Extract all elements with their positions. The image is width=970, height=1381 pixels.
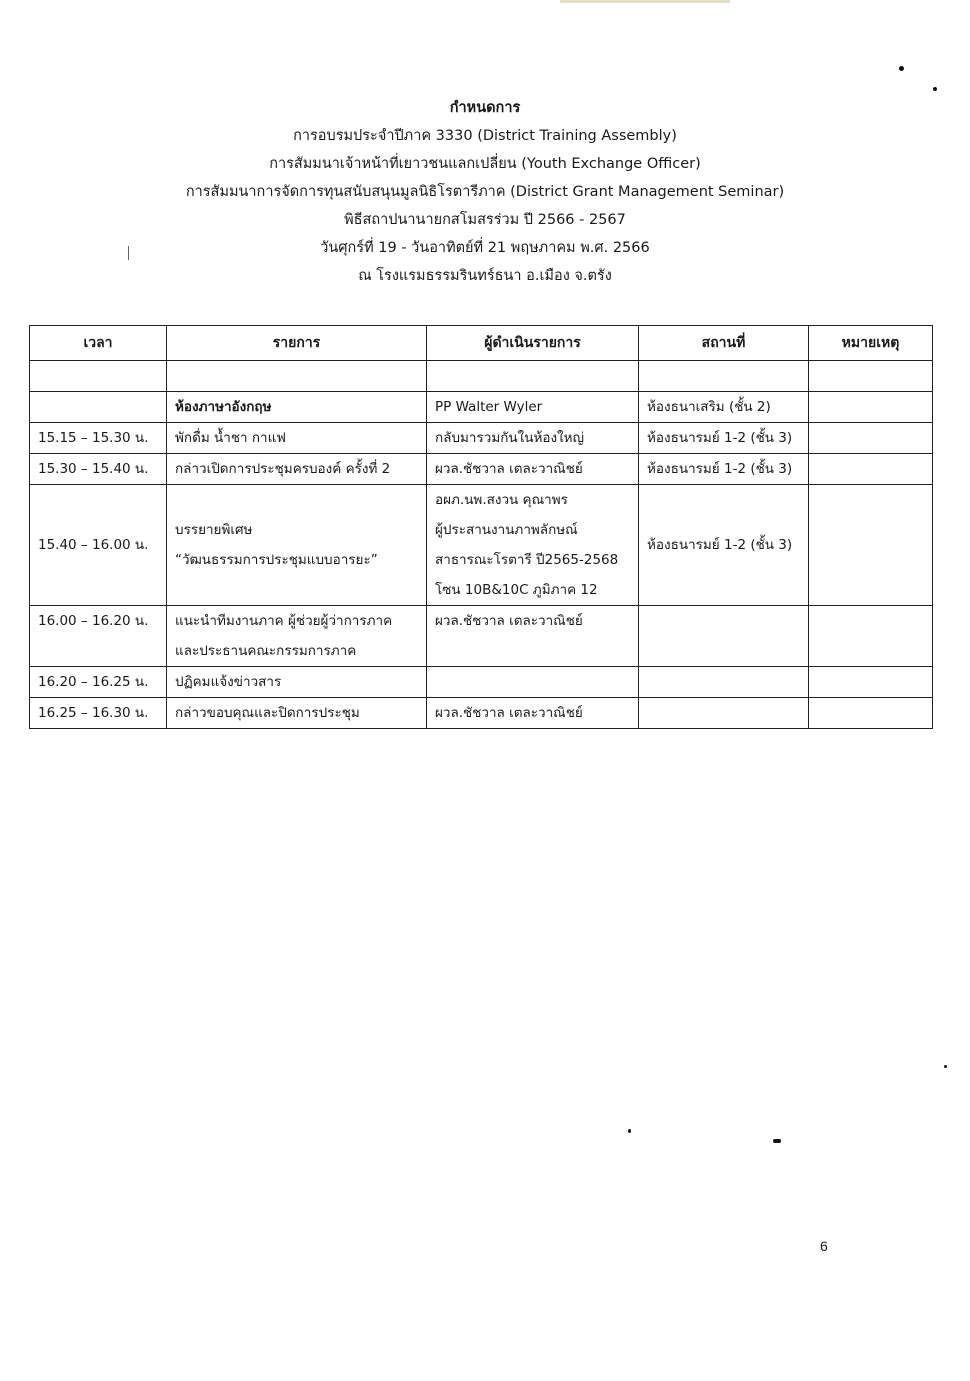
column-header-time: เวลา bbox=[30, 326, 167, 361]
table-row bbox=[30, 392, 933, 423]
column-header-venue: สถานที่ bbox=[639, 326, 809, 361]
cell-time bbox=[30, 361, 167, 392]
table-row bbox=[30, 667, 933, 698]
scan-edge-mark bbox=[560, 0, 730, 3]
table-row bbox=[30, 361, 933, 392]
table-row bbox=[30, 606, 933, 667]
table-row bbox=[30, 454, 933, 485]
header-event-training: การอบรมประจำปีภาค 3330 (District Training Assembly) bbox=[293, 128, 677, 144]
cell-note bbox=[809, 606, 933, 667]
item-line: “วัฒนธรรมการประชุมแบบอารยะ” bbox=[175, 552, 378, 568]
cell-host: ผวล.ชัชวาล เตละวาณิชย์ bbox=[427, 698, 639, 729]
cell-time: 16.25 – 16.30 น. bbox=[30, 698, 167, 729]
header-title: กำหนดการ bbox=[449, 100, 521, 116]
item-line: และประธานคณะกรรมการภาค bbox=[175, 643, 357, 659]
cell-note bbox=[809, 423, 933, 454]
cell-note bbox=[809, 485, 933, 606]
header-event-youth-exchange: การสัมมนาเจ้าหน้าที่เยาวชนแลกเปลี่ยน (Youth Exchange Officer) bbox=[269, 156, 701, 172]
cell-item bbox=[167, 606, 427, 667]
header-ceremony: พิธีสถาปนานายกสโมสรร่วม ปี 2566 - 2567 bbox=[344, 212, 626, 228]
cell-note bbox=[809, 698, 933, 729]
cell-venue: ห้องธนาเสริม (ชั้น 2) bbox=[639, 392, 809, 423]
cell-note bbox=[809, 392, 933, 423]
cell-venue bbox=[639, 361, 809, 392]
cell-item: พักดื่ม น้ำชา กาแฟ bbox=[167, 423, 427, 454]
header-venue: ณ โรงแรมธรรมรินทร์ธนา อ.เมือง จ.ตรัง bbox=[358, 268, 612, 284]
cell-item bbox=[167, 361, 427, 392]
cell-host bbox=[427, 485, 639, 606]
cell-venue: ห้องธนารมย์ 1-2 (ชั้น 3) bbox=[639, 454, 809, 485]
cell-time bbox=[30, 392, 167, 423]
column-header-item: รายการ bbox=[167, 326, 427, 361]
cell-time: 16.00 – 16.20 น. bbox=[30, 606, 167, 667]
cell-host: กลับมารวมกันในห้องใหญ่ bbox=[427, 423, 639, 454]
cell-host bbox=[427, 667, 639, 698]
table-header-row bbox=[30, 326, 933, 361]
column-header-note: หมายเหตุ bbox=[809, 326, 933, 361]
cell-item-section-heading: ห้องภาษาอังกฤษ bbox=[167, 392, 427, 423]
cell-time: 16.20 – 16.25 น. bbox=[30, 667, 167, 698]
cell-venue: ห้องธนารมย์ 1-2 (ชั้น 3) bbox=[639, 485, 809, 606]
schedule-table bbox=[29, 325, 933, 729]
table-row bbox=[30, 423, 933, 454]
table-row bbox=[30, 485, 933, 606]
cell-venue bbox=[639, 698, 809, 729]
host-line: อผภ.นพ.สงวน คุณาพร bbox=[435, 492, 568, 508]
cell-item: ปฏิคมแจ้งข่าวสาร bbox=[167, 667, 427, 698]
cell-host bbox=[427, 361, 639, 392]
scan-speck bbox=[899, 66, 904, 71]
cell-venue bbox=[639, 667, 809, 698]
page-number: 6 bbox=[820, 1238, 828, 1254]
cell-time: 15.15 – 15.30 น. bbox=[30, 423, 167, 454]
scan-speck bbox=[773, 1139, 781, 1143]
cell-host: ผวล.ชัชวาล เตละวาณิชย์ bbox=[427, 454, 639, 485]
cell-time: 15.40 – 16.00 น. bbox=[30, 485, 167, 606]
scan-speck bbox=[944, 1065, 947, 1068]
cell-note bbox=[809, 667, 933, 698]
cell-item: กล่าวขอบคุณและปิดการประชุม bbox=[167, 698, 427, 729]
item-line: แนะนำทีมงานภาค ผู้ช่วยผู้ว่าการภาค bbox=[175, 613, 393, 629]
host-line: สาธารณะโรตารี ปี2565-2568 bbox=[435, 552, 619, 568]
table-row bbox=[30, 698, 933, 729]
header-event-grant-seminar: การสัมมนาการจัดการทุนสนับสนุนมูลนิธิโรตารีภาค (District Grant Management Seminar) bbox=[185, 184, 785, 200]
cell-venue: ห้องธนารมย์ 1-2 (ชั้น 3) bbox=[639, 423, 809, 454]
scan-speck bbox=[628, 1129, 631, 1133]
item-line: บรรยายพิเศษ bbox=[175, 522, 253, 538]
host-line: ผู้ประสานงานภาพลักษณ์ bbox=[435, 522, 578, 538]
host-line: โซน 10B&10C ภูมิภาค 12 bbox=[435, 582, 598, 598]
cell-item: กล่าวเปิดการประชุมครบองค์ ครั้งที่ 2 bbox=[167, 454, 427, 485]
scan-speck bbox=[933, 87, 937, 91]
column-header-host: ผู้ดำเนินรายการ bbox=[427, 326, 639, 361]
cell-host: ผวล.ชัชวาล เตละวาณิชย์ bbox=[427, 606, 639, 667]
cell-time: 15.30 – 15.40 น. bbox=[30, 454, 167, 485]
cell-note bbox=[809, 361, 933, 392]
document-header bbox=[0, 94, 970, 290]
cell-note bbox=[809, 454, 933, 485]
cell-venue bbox=[639, 606, 809, 667]
cell-host: PP Walter Wyler bbox=[427, 392, 639, 423]
header-dates: วันศุกร์ที่ 19 - วันอาทิตย์ที่ 21 พฤษภาคม พ.ศ. 2566 bbox=[320, 240, 650, 256]
cell-item bbox=[167, 485, 427, 606]
